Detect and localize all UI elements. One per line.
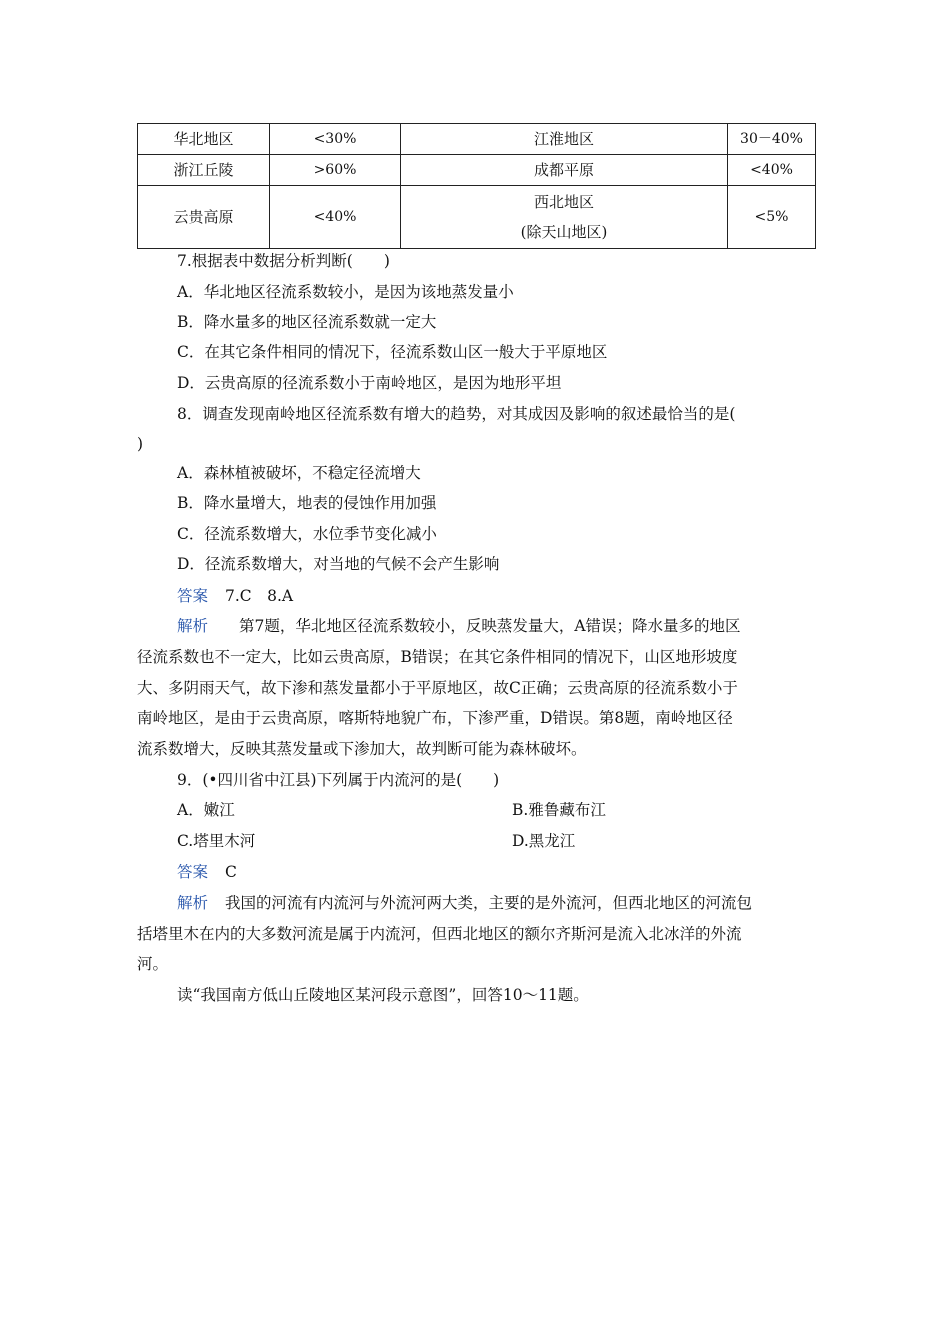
table-cell-region-multiline xyxy=(401,186,728,249)
question-9-option-a: A．嫩江 xyxy=(177,801,235,819)
table-cell-region: 华北地区 xyxy=(138,124,270,155)
table-row xyxy=(138,124,816,155)
question-8-stem-continued: ) xyxy=(137,435,144,453)
question-7-option-d: D．云贵高原的径流系数小于南岭地区，是因为地形平坦 xyxy=(177,374,562,392)
table-row xyxy=(138,155,816,186)
table-cell-value: <30% xyxy=(270,124,401,155)
table-cell-region: 成都平原 xyxy=(401,155,728,186)
table-cell-region: 江淮地区 xyxy=(401,124,728,155)
question-8-option-a: A．森林植被破坏，不稳定径流增大 xyxy=(177,464,421,482)
analysis-7-8-line: 南岭地区，是由于云贵高原，喀斯特地貌广布，下渗严重，D错误。第8题，南岭地区径 xyxy=(137,709,733,727)
table-cell-value: >60% xyxy=(270,155,401,186)
question-7-stem: 7.根据表中数据分析判断( ) xyxy=(177,252,390,270)
analysis-text: 第7题，华北地区径流系数较小，反映蒸发量大，A错误；降水量多的地区 xyxy=(238,617,741,635)
table-cell-value: <5% xyxy=(728,186,816,249)
table-cell-value: 30－40% xyxy=(728,124,816,155)
table-cell-value: <40% xyxy=(270,186,401,249)
answer-9 xyxy=(177,861,237,883)
question-9-stem: 9．(•四川省中江县)下列属于内流河的是( ) xyxy=(177,771,500,789)
runoff-coefficient-table xyxy=(137,123,816,249)
question-9-option-b: B.雅鲁藏布江 xyxy=(512,801,606,819)
analysis-text: 我国的河流有内流河与外流河两大类，主要的是外流河，但西北地区的河流包 xyxy=(224,894,752,912)
table-cell-value: <40% xyxy=(728,155,816,186)
analysis-7-8-line: 径流系数也不一定大，比如云贵高原，B错误；在其它条件相同的情况下，山区地形坡度 xyxy=(137,648,738,666)
answer-text: C xyxy=(224,863,237,881)
analysis-9-first-line xyxy=(177,892,752,914)
analysis-label: 解析 xyxy=(177,894,209,912)
table-cell-region: 浙江丘陵 xyxy=(138,155,270,186)
answer-7-8 xyxy=(177,585,293,607)
question-7-option-b: B．降水量多的地区径流系数就一定大 xyxy=(177,313,437,331)
analysis-7-8-line: 大、多阴雨天气，故下渗和蒸发量都小于平原地区，故C正确；云贵高原的径流系数小于 xyxy=(137,679,738,697)
question-9-option-c: C.塔里木河 xyxy=(177,832,256,850)
table-cell-line: 西北地区 xyxy=(533,193,594,211)
question-9-option-d: D.黑龙江 xyxy=(512,832,576,850)
analysis-7-8-first-line xyxy=(177,615,741,637)
questions-10-11-intro: 读“我国南方低山丘陵地区某河段示意图”，回答10～11题。 xyxy=(177,986,589,1004)
table-cell-line: (除天山地区) xyxy=(520,223,608,241)
question-8-option-d: D．径流系数增大，对当地的气候不会产生影响 xyxy=(177,555,500,573)
answer-label: 答案 xyxy=(177,587,209,605)
question-8-stem: 8．调查发现南岭地区径流系数有增大的趋势，对其成因及影响的叙述最恰当的是( xyxy=(177,405,736,423)
analysis-label: 解析 xyxy=(177,617,209,635)
question-8-option-c: C．径流系数增大，水位季节变化减小 xyxy=(177,525,437,543)
question-7-option-a: A．华北地区径流系数较小，是因为该地蒸发量小 xyxy=(177,283,514,301)
table-cell-region: 云贵高原 xyxy=(138,186,270,249)
analysis-9-line: 括塔里木在内的大多数河流是属于内流河，但西北地区的额尔齐斯河是流入北冰洋的外流 xyxy=(137,925,742,943)
answer-label: 答案 xyxy=(177,863,209,881)
analysis-9-line: 河。 xyxy=(137,955,169,973)
question-7-option-c: C．在其它条件相同的情况下，径流系数山区一般大于平原地区 xyxy=(177,343,608,361)
analysis-7-8-line: 流系数增大，反映其蒸发量或下渗加大，故判断可能为森林破坏。 xyxy=(137,740,587,758)
answer-text: 7.C 8.A xyxy=(224,587,294,605)
table-row xyxy=(138,186,816,249)
question-8-option-b: B．降水量增大，地表的侵蚀作用加强 xyxy=(177,494,437,512)
